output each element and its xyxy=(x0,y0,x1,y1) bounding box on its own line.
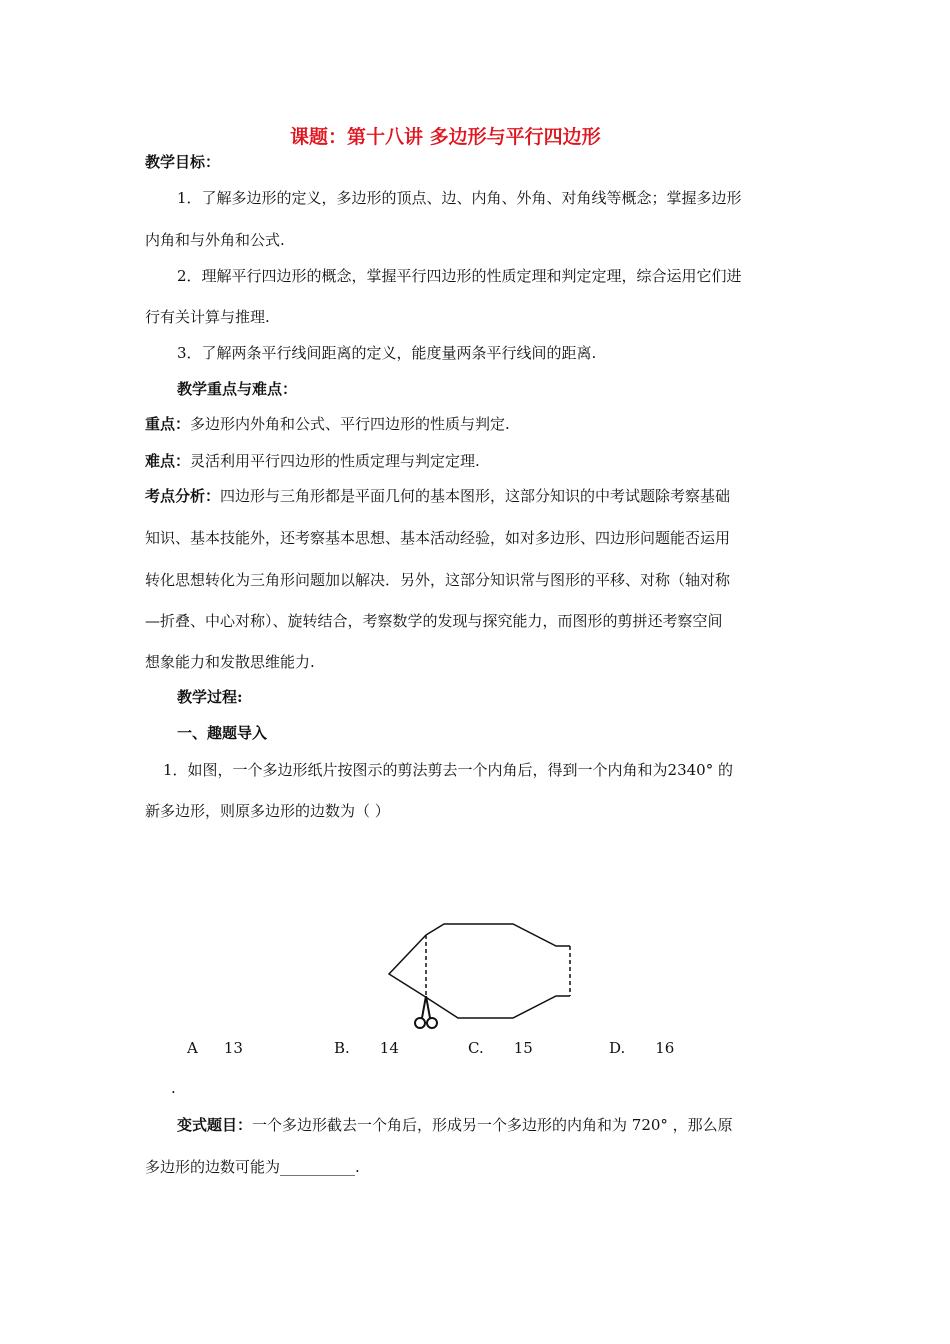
option-b-letter: B. xyxy=(334,1039,350,1057)
scissors-icon xyxy=(411,996,441,1032)
difficulty-label: 难点： xyxy=(145,452,191,470)
variant-line-1 xyxy=(177,1115,733,1135)
polygon-cut-figure xyxy=(380,918,580,1042)
option-d xyxy=(609,1038,674,1058)
goal-item-1-line-2: 内角和与外角和公式. xyxy=(145,231,285,249)
goal-item-2-line-1: 2．理解平行四边形的概念，掌握平行四边形的性质定理和判定定理，综合运用它们进 xyxy=(177,267,742,285)
option-a-value: 13 xyxy=(223,1039,243,1057)
page-title: 课题：第十八讲 多边形与平行四边形 xyxy=(290,126,601,148)
variant-text-1: 一个多边形截去一个角后，形成另一个多边形的内角和为 720° ，那么原 xyxy=(252,1116,733,1134)
process-heading: 教学过程: xyxy=(177,688,243,706)
section-1-heading: 一、趣题导入 xyxy=(177,724,268,742)
question-1-line-1: 1．如图，一个多边形纸片按图示的剪法剪去一个内角后，得到一个内角和为2340° 的 xyxy=(163,761,733,779)
option-a xyxy=(187,1038,243,1058)
analysis-label: 考点分析： xyxy=(145,487,221,505)
analysis-line-4: —折叠、中心对称）、旋转结合，考察数学的发现与探究能力，而图形的剪拼还考察空间 xyxy=(145,612,723,630)
option-d-letter: D. xyxy=(609,1039,626,1057)
variant-label: 变式题目： xyxy=(177,1116,253,1134)
option-b xyxy=(334,1038,399,1058)
goal-item-2-line-2: 行有关计算与推理. xyxy=(145,308,270,326)
option-a-letter: A xyxy=(187,1039,198,1057)
analysis-line-5: 想象能力和发散思维能力. xyxy=(145,653,315,671)
option-c-value: 15 xyxy=(513,1039,533,1057)
variant-line-2: 多边形的边数可能为__________. xyxy=(145,1158,360,1176)
question-1-line-2: 新多边形，则原多边形的边数为（ ） xyxy=(145,802,390,820)
analysis-line-3: 转化思想转化为三角形问题加以解决．另外，这部分知识常与图形的平移、对称（轴对称 xyxy=(145,571,731,589)
analysis-text-1: 四边形与三角形都是平面几何的基本图形，这部分知识的中考试题除考察基础 xyxy=(220,487,731,505)
difficulty-text: 灵活利用平行四边形的性质定理与判定定理. xyxy=(190,452,480,470)
option-d-value: 16 xyxy=(655,1039,675,1057)
focus-text: 多边形内外角和公式、平行四边形的性质与判定. xyxy=(190,415,510,433)
goal-item-3: 3．了解两条平行线间距离的定义，能度量两条平行线间的距离. xyxy=(177,344,597,362)
analysis-line-2: 知识、基本技能外，还考察基本思想、基本活动经验，如对多边形、四边形问题能否运用 xyxy=(145,529,731,547)
option-c-letter: C. xyxy=(468,1039,484,1057)
option-b-value: 14 xyxy=(379,1039,399,1057)
stray-dot: . xyxy=(171,1079,176,1097)
focus-label: 重点： xyxy=(145,415,191,433)
analysis-line-1 xyxy=(145,486,730,506)
goal-item-1-line-1: 1．了解多边形的定义，多边形的顶点、边、内角、外角、对角线等概念；掌握多边形 xyxy=(177,189,742,207)
polygon-outline xyxy=(380,918,580,1038)
goals-heading: 教学目标： xyxy=(145,153,221,171)
focus-line xyxy=(145,414,510,434)
difficulty-line xyxy=(145,451,480,471)
key-points-heading: 教学重点与难点： xyxy=(177,380,298,398)
option-c xyxy=(468,1038,533,1058)
